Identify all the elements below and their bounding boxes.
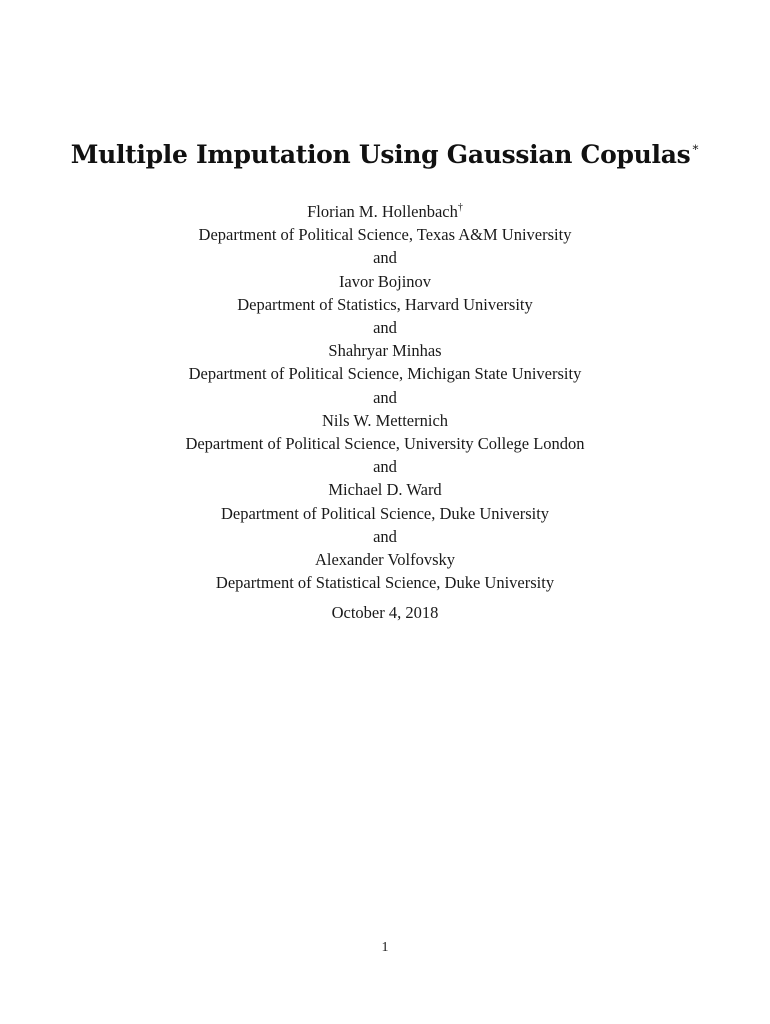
author-separator: and [373,387,397,407]
page-number: 1 [381,940,389,955]
paper-title [0,140,770,169]
author-footnote-mark: † [457,202,463,213]
author-affiliation: Department of Political Science, Michigan State University [188,364,582,384]
author-affiliation: Department of Political Science, Texas A&M University [198,225,572,245]
author-separator: and [373,457,397,477]
title-text: Multiple Imputation Using Gaussian Copulas [70,140,691,169]
author-name: Alexander Volfovsky [314,550,456,570]
title-footnote-mark: ∗ [691,140,700,154]
author-separator: and [373,526,397,546]
author-name: Nils W. Metternich [321,410,449,430]
author-name-text: Florian M. Hollenbach [307,202,458,221]
author-name [0,196,770,223]
author-block [0,196,770,594]
author-affiliation: Department of Statistical Science, Duke University [215,573,555,593]
author-separator: and [373,248,397,268]
author-name: Iavor Bojinov [338,271,432,291]
author-name: Michael D. Ward [328,480,442,500]
paper-date: October 4, 2018 [331,603,439,622]
author-name: Shahryar Minhas [328,341,442,361]
author-affiliation: Department of Political Science, University College London [185,434,585,454]
author-affiliation: Department of Statistics, Harvard University [237,294,533,314]
author-separator: and [373,318,397,338]
author-affiliation: Department of Political Science, Duke University [220,503,550,523]
